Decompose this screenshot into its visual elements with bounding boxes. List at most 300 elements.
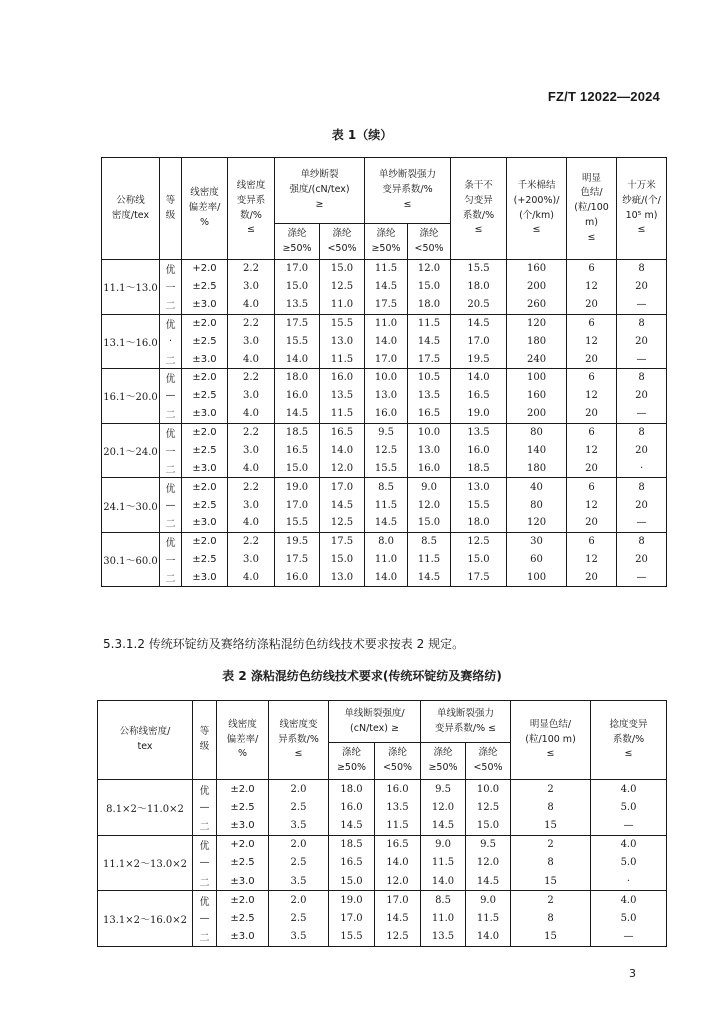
density-cv-cell: 2.2 (228, 314, 275, 332)
strength-cv-high-cell: 12.0 (421, 798, 466, 817)
deviation-cell: ±3.0 (217, 928, 269, 947)
t2-header-density: 公称线密度/ tex (98, 701, 193, 780)
strength-cv-high-cell: 8.0 (365, 532, 408, 550)
strength-low-cell: 11.5 (375, 817, 421, 836)
density-cv-cell: 2.5 (269, 909, 329, 928)
strength-cv-low-cell: 15.0 (466, 817, 511, 836)
t1-header-strength: 单纱断裂 强度/(cN/tex) ≥ (275, 158, 365, 224)
evenness-cv-cell: 14.5 (451, 314, 507, 332)
strength-high-cell: 18.0 (275, 369, 320, 387)
density-cell: 13.1×2～16.0×2 (98, 891, 193, 947)
t1-header-strength-cv-low: 涤纶 <50% (408, 224, 451, 260)
strength-cv-low-cell: 16.5 (408, 405, 451, 423)
grade-cell: 优 (160, 478, 182, 496)
yarn-faults-cell: 20 (617, 332, 667, 350)
color-knots-cell: 20 (567, 569, 617, 587)
strength-cv-high-cell: 17.0 (365, 350, 408, 368)
t2-header-strength-high: 涤纶 ≥50% (329, 743, 375, 780)
strength-low-cell: 13.0 (320, 569, 365, 587)
yarn-faults-cell: 8 (617, 423, 667, 441)
table1-caption: 表 1（续） (331, 128, 393, 142)
density-cv-cell: 3.0 (228, 278, 275, 296)
neps-cell: 60 (507, 551, 567, 569)
yarn-faults-cell: 20 (617, 496, 667, 514)
strength-cv-low-cell: 11.5 (408, 314, 451, 332)
strength-high-cell: 19.0 (329, 891, 375, 910)
deviation-cell: ±3.0 (182, 514, 228, 532)
t2-header-color-knots: 明显色结/ (粒/100 m) ≤ (511, 701, 591, 780)
color-knots-cell: 2 (511, 780, 591, 799)
table1 (101, 157, 667, 587)
twist-cv-cell: — (591, 928, 667, 947)
yarn-faults-cell: 20 (617, 278, 667, 296)
color-knots-cell: 20 (567, 460, 617, 478)
grade-cell: 二 (160, 569, 182, 587)
twist-cv-cell: 5.0 (591, 798, 667, 817)
density-cv-cell: 4.0 (228, 460, 275, 478)
evenness-cv-cell: 16.0 (451, 441, 507, 459)
color-knots-cell: 6 (567, 423, 617, 441)
strength-low-cell: 11.5 (320, 405, 365, 423)
table-row (102, 441, 667, 459)
deviation-cell: ±2.5 (182, 332, 228, 350)
strength-high-cell: 16.0 (275, 569, 320, 587)
table-row (98, 780, 667, 799)
grade-cell: 一 (160, 551, 182, 569)
yarn-faults-cell: 8 (617, 369, 667, 387)
twist-cv-cell: — (591, 817, 667, 836)
strength-cv-low-cell: 15.0 (408, 514, 451, 532)
strength-cv-high-cell: 11.0 (365, 314, 408, 332)
table-row (102, 278, 667, 296)
strength-low-cell: 14.5 (375, 909, 421, 928)
strength-cv-low-cell: 9.0 (466, 891, 511, 910)
strength-high-cell: 15.5 (275, 514, 320, 532)
table-row (102, 369, 667, 387)
t2-header-strength-cv-high: 涤纶 ≥50% (421, 743, 466, 780)
grade-cell: 优 (193, 835, 217, 854)
strength-high-cell: 19.0 (275, 478, 320, 496)
t1-header-cv: 线密度 变异系 数/% ≤ (228, 158, 275, 260)
strength-cv-low-cell: 14.5 (408, 569, 451, 587)
strength-low-cell: 11.5 (320, 350, 365, 368)
grade-cell: 优 (193, 891, 217, 910)
table-row (102, 460, 667, 478)
standard-code: FZ/T 12022—2024 (547, 89, 660, 104)
deviation-cell: ±2.5 (182, 496, 228, 514)
strength-low-cell: 17.5 (320, 532, 365, 550)
t2-header-strength-cv: 单线断裂强力 变异系数/% ≤ (421, 701, 511, 743)
strength-low-cell: 12.5 (320, 278, 365, 296)
yarn-faults-cell: — (617, 405, 667, 423)
t2-header-grade: 等 级 (193, 701, 217, 780)
neps-cell: 140 (507, 441, 567, 459)
twist-cv-cell: 5.0 (591, 909, 667, 928)
color-knots-cell: 12 (567, 441, 617, 459)
strength-cv-low-cell: 13.0 (408, 441, 451, 459)
color-knots-cell: 12 (567, 332, 617, 350)
table-row (102, 296, 667, 314)
deviation-cell: ±2.0 (182, 314, 228, 332)
neps-cell: 100 (507, 369, 567, 387)
evenness-cv-cell: 16.5 (451, 387, 507, 405)
t1-header-density: 公称线 密度/tex (102, 158, 160, 260)
grade-cell: 优 (193, 780, 217, 799)
color-knots-cell: 12 (567, 278, 617, 296)
table-row (102, 405, 667, 423)
grade-cell: 一 (160, 441, 182, 459)
deviation-cell: ±2.5 (182, 551, 228, 569)
strength-cv-low-cell: 11.5 (408, 551, 451, 569)
strength-cv-high-cell: 14.0 (421, 872, 466, 891)
table-row (102, 350, 667, 368)
strength-cv-low-cell: 12.5 (466, 798, 511, 817)
t1-header-yarn-faults: 十万米 纱疵/(个/ 10⁵ m) ≤ (617, 158, 667, 260)
density-cv-cell: 3.0 (228, 332, 275, 350)
table2-body (98, 780, 667, 947)
strength-high-cell: 16.5 (275, 441, 320, 459)
t2-header-strength: 单线断裂强度/ (cN/tex) ≥ (329, 701, 421, 743)
evenness-cv-cell: 18.0 (451, 514, 507, 532)
strength-cv-low-cell: 8.5 (408, 532, 451, 550)
t1-header-strength-high: 涤纶 ≥50% (275, 224, 320, 260)
deviation-cell: ±2.5 (217, 909, 269, 928)
density-cv-cell: 4.0 (228, 296, 275, 314)
strength-low-cell: 15.0 (320, 260, 365, 278)
table2 (97, 700, 667, 947)
strength-low-cell: 13.5 (375, 798, 421, 817)
density-cv-cell: 2.2 (228, 478, 275, 496)
evenness-cv-cell: 13.0 (451, 478, 507, 496)
strength-cv-high-cell: 11.5 (365, 260, 408, 278)
deviation-cell: +2.0 (182, 260, 228, 278)
table-row (102, 314, 667, 332)
deviation-cell: ±2.0 (182, 478, 228, 496)
color-knots-cell: 12 (567, 387, 617, 405)
color-knots-cell: 6 (567, 314, 617, 332)
twist-cv-cell: · (591, 872, 667, 891)
grade-cell: · (160, 332, 182, 350)
strength-cv-low-cell: 18.0 (408, 296, 451, 314)
color-knots-cell: 20 (567, 405, 617, 423)
density-cv-cell: 4.0 (228, 350, 275, 368)
yarn-faults-cell: 8 (617, 260, 667, 278)
strength-low-cell: 16.0 (320, 369, 365, 387)
table-row (102, 551, 667, 569)
strength-cv-low-cell: 12.0 (408, 496, 451, 514)
grade-cell: 优 (160, 423, 182, 441)
deviation-cell: +2.0 (217, 835, 269, 854)
neps-cell: 200 (507, 405, 567, 423)
strength-cv-low-cell: 13.5 (408, 387, 451, 405)
color-knots-cell: 20 (567, 350, 617, 368)
strength-cv-low-cell: 10.0 (466, 780, 511, 799)
grade-cell: 二 (160, 514, 182, 532)
density-cv-cell: 2.0 (269, 780, 329, 799)
table-row (102, 569, 667, 587)
strength-high-cell: 17.0 (275, 260, 320, 278)
color-knots-cell: 8 (511, 909, 591, 928)
t1-header-color-knots: 明显 色结/ (粒/100 m) ≤ (567, 158, 617, 260)
strength-low-cell: 12.5 (375, 928, 421, 947)
strength-cv-high-cell: 14.0 (365, 569, 408, 587)
t1-header-strength-low: 涤纶 <50% (320, 224, 365, 260)
strength-cv-high-cell: 10.0 (365, 369, 408, 387)
neps-cell: 160 (507, 260, 567, 278)
yarn-faults-cell: — (617, 569, 667, 587)
strength-high-cell: 17.5 (275, 551, 320, 569)
density-cv-cell: 3.0 (228, 496, 275, 514)
color-knots-cell: 8 (511, 854, 591, 873)
t1-header-strength-cv: 单纱断裂强力 变异系数/% ≤ (365, 158, 451, 224)
table-row (102, 423, 667, 441)
strength-low-cell: 11.0 (320, 296, 365, 314)
strength-low-cell: 12.0 (375, 872, 421, 891)
table-row (98, 835, 667, 854)
neps-cell: 120 (507, 514, 567, 532)
strength-high-cell: 17.0 (329, 909, 375, 928)
strength-cv-high-cell: 13.5 (421, 928, 466, 947)
neps-cell: 180 (507, 332, 567, 350)
twist-cv-cell: 4.0 (591, 835, 667, 854)
deviation-cell: ±2.5 (217, 854, 269, 873)
strength-cv-low-cell: 12.0 (408, 260, 451, 278)
deviation-cell: ±2.5 (182, 387, 228, 405)
deviation-cell: ±3.0 (182, 296, 228, 314)
strength-high-cell: 18.5 (275, 423, 320, 441)
strength-high-cell: 16.5 (329, 854, 375, 873)
strength-cv-high-cell: 11.0 (365, 551, 408, 569)
density-cv-cell: 4.0 (228, 405, 275, 423)
evenness-cv-cell: 15.0 (451, 551, 507, 569)
table-row (98, 891, 667, 910)
strength-low-cell: 14.0 (320, 441, 365, 459)
evenness-cv-cell: 17.5 (451, 569, 507, 587)
strength-low-cell: 17.0 (320, 478, 365, 496)
t1-header-strength-cv-high: 涤纶 ≥50% (365, 224, 408, 260)
evenness-cv-cell: 15.5 (451, 260, 507, 278)
strength-high-cell: 14.5 (329, 817, 375, 836)
deviation-cell: ±2.0 (217, 780, 269, 799)
yarn-faults-cell: 8 (617, 314, 667, 332)
evenness-cv-cell: 13.5 (451, 423, 507, 441)
strength-low-cell: 15.5 (320, 314, 365, 332)
strength-cv-low-cell: 9.0 (408, 478, 451, 496)
strength-high-cell: 17.0 (275, 496, 320, 514)
table2-caption: 表 2 涤粘混纺色纺线技术要求(传统环锭纺及赛络纺) (222, 669, 502, 683)
strength-cv-low-cell: 15.0 (408, 278, 451, 296)
t1-header-deviation: 线密度 偏差率/ % (182, 158, 228, 260)
table-row (102, 496, 667, 514)
deviation-cell: ±2.0 (217, 891, 269, 910)
deviation-cell: ±2.0 (182, 423, 228, 441)
deviation-cell: ±3.0 (217, 817, 269, 836)
grade-cell: — (193, 798, 217, 817)
t2-header-strength-low: 涤纶 <50% (375, 743, 421, 780)
yarn-faults-cell: 20 (617, 387, 667, 405)
strength-low-cell: 16.5 (375, 835, 421, 854)
yarn-faults-cell: 8 (617, 478, 667, 496)
evenness-cv-cell: 18.0 (451, 278, 507, 296)
density-cv-cell: 3.0 (228, 441, 275, 459)
grade-cell: 二 (160, 350, 182, 368)
strength-cv-high-cell: 11.5 (365, 496, 408, 514)
twist-cv-cell: 5.0 (591, 854, 667, 873)
grade-cell: — (160, 496, 182, 514)
grade-cell: 二 (193, 928, 217, 947)
strength-low-cell: 12.5 (320, 514, 365, 532)
t2-header-twist-cv: 捻度变异 系数/% ≤ (591, 701, 667, 780)
table-row (102, 332, 667, 350)
evenness-cv-cell: 19.0 (451, 405, 507, 423)
strength-high-cell: 14.0 (275, 350, 320, 368)
strength-cv-high-cell: 17.5 (365, 296, 408, 314)
color-knots-cell: 12 (567, 496, 617, 514)
color-knots-cell: 15 (511, 928, 591, 947)
strength-high-cell: 18.0 (329, 780, 375, 799)
deviation-cell: ±3.0 (217, 872, 269, 891)
strength-cv-high-cell: 15.5 (365, 460, 408, 478)
density-cell: 16.1～20.0 (102, 369, 160, 424)
evenness-cv-cell: 17.0 (451, 332, 507, 350)
yarn-faults-cell: — (617, 514, 667, 532)
density-cell: 11.1×2～13.0×2 (98, 835, 193, 891)
strength-cv-high-cell: 9.5 (421, 780, 466, 799)
neps-cell: 180 (507, 460, 567, 478)
strength-cv-low-cell: 12.0 (466, 854, 511, 873)
density-cv-cell: 2.2 (228, 423, 275, 441)
strength-low-cell: 16.5 (320, 423, 365, 441)
deviation-cell: ±3.0 (182, 460, 228, 478)
neps-cell: 30 (507, 532, 567, 550)
density-cell: 30.1～60.0 (102, 532, 160, 587)
strength-low-cell: 16.0 (375, 780, 421, 799)
yarn-faults-cell: 20 (617, 551, 667, 569)
neps-cell: 120 (507, 314, 567, 332)
density-cv-cell: 4.0 (228, 514, 275, 532)
deviation-cell: ±2.5 (182, 278, 228, 296)
color-knots-cell: 20 (567, 296, 617, 314)
density-cell: 24.1～30.0 (102, 478, 160, 533)
density-cv-cell: 2.5 (269, 854, 329, 873)
strength-high-cell: 15.0 (275, 278, 320, 296)
density-cv-cell: 3.0 (228, 387, 275, 405)
density-cv-cell: 3.5 (269, 817, 329, 836)
grade-cell: 优 (160, 532, 182, 550)
density-cell: 11.1～13.0 (102, 260, 160, 315)
yarn-faults-cell: 20 (617, 441, 667, 459)
color-knots-cell: 15 (511, 817, 591, 836)
strength-cv-low-cell: 9.5 (466, 835, 511, 854)
strength-low-cell: 14.0 (375, 854, 421, 873)
strength-cv-high-cell: 9.5 (365, 423, 408, 441)
density-cv-cell: 2.2 (228, 369, 275, 387)
strength-high-cell: 14.5 (275, 405, 320, 423)
color-knots-cell: 2 (511, 891, 591, 910)
evenness-cv-cell: 19.5 (451, 350, 507, 368)
strength-cv-low-cell: 17.5 (408, 350, 451, 368)
neps-cell: 40 (507, 478, 567, 496)
density-cv-cell: 2.0 (269, 891, 329, 910)
clause-5-3-1-2: 5.3.1.2 传统环锭纺及赛络纺涤粘混纺色纺线技术要求按表 2 规定。 (103, 637, 465, 651)
strength-cv-low-cell: 10.0 (408, 423, 451, 441)
evenness-cv-cell: 12.5 (451, 532, 507, 550)
table-row (102, 514, 667, 532)
table-row (102, 387, 667, 405)
grade-cell: — (160, 387, 182, 405)
yarn-faults-cell: 8 (617, 532, 667, 550)
grade-cell: — (193, 854, 217, 873)
strength-low-cell: 12.0 (320, 460, 365, 478)
neps-cell: 100 (507, 569, 567, 587)
twist-cv-cell: 4.0 (591, 891, 667, 910)
color-knots-cell: 6 (567, 532, 617, 550)
color-knots-cell: 6 (567, 260, 617, 278)
strength-high-cell: 16.0 (275, 387, 320, 405)
color-knots-cell: 2 (511, 835, 591, 854)
neps-cell: 160 (507, 387, 567, 405)
strength-cv-high-cell: 14.5 (421, 817, 466, 836)
color-knots-cell: 20 (567, 514, 617, 532)
t1-header-evenness: 条干不 匀变异 系数/% ≤ (451, 158, 507, 260)
deviation-cell: ±3.0 (182, 569, 228, 587)
strength-cv-low-cell: 14.0 (466, 928, 511, 947)
color-knots-cell: 15 (511, 872, 591, 891)
neps-cell: 240 (507, 350, 567, 368)
strength-cv-high-cell: 8.5 (365, 478, 408, 496)
grade-cell: 优 (160, 369, 182, 387)
color-knots-cell: 8 (511, 798, 591, 817)
density-cv-cell: 2.2 (228, 260, 275, 278)
t2-header-strength-cv-low: 涤纶 <50% (466, 743, 511, 780)
grade-cell: 优 (160, 260, 182, 278)
t1-header-grade: 等 级 (160, 158, 182, 260)
color-knots-cell: 6 (567, 369, 617, 387)
strength-high-cell: 15.5 (275, 332, 320, 350)
strength-high-cell: 15.5 (329, 928, 375, 947)
table-row (102, 532, 667, 550)
density-cv-cell: 3.0 (228, 551, 275, 569)
density-cv-cell: 4.0 (228, 569, 275, 587)
deviation-cell: ±3.0 (182, 405, 228, 423)
grade-cell: — (193, 909, 217, 928)
table-row (102, 478, 667, 496)
grade-cell: 二 (160, 460, 182, 478)
evenness-cv-cell: 14.0 (451, 369, 507, 387)
strength-low-cell: 13.0 (320, 332, 365, 350)
density-cell: 13.1～16.0 (102, 314, 160, 369)
strength-high-cell: 17.5 (275, 314, 320, 332)
strength-cv-high-cell: 11.5 (421, 854, 466, 873)
deviation-cell: ±3.0 (182, 350, 228, 368)
strength-high-cell: 15.0 (329, 872, 375, 891)
neps-cell: 260 (507, 296, 567, 314)
yarn-faults-cell: — (617, 350, 667, 368)
strength-cv-high-cell: 12.5 (365, 441, 408, 459)
neps-cell: 80 (507, 496, 567, 514)
grade-cell: 二 (193, 872, 217, 891)
grade-cell: 一 (160, 278, 182, 296)
strength-cv-high-cell: 14.5 (365, 514, 408, 532)
evenness-cv-cell: 15.5 (451, 496, 507, 514)
strength-low-cell: 13.5 (320, 387, 365, 405)
strength-high-cell: 13.5 (275, 296, 320, 314)
grade-cell: 二 (160, 405, 182, 423)
strength-high-cell: 15.0 (275, 460, 320, 478)
strength-cv-low-cell: 10.5 (408, 369, 451, 387)
strength-low-cell: 14.5 (320, 496, 365, 514)
density-cv-cell: 2.2 (228, 532, 275, 550)
